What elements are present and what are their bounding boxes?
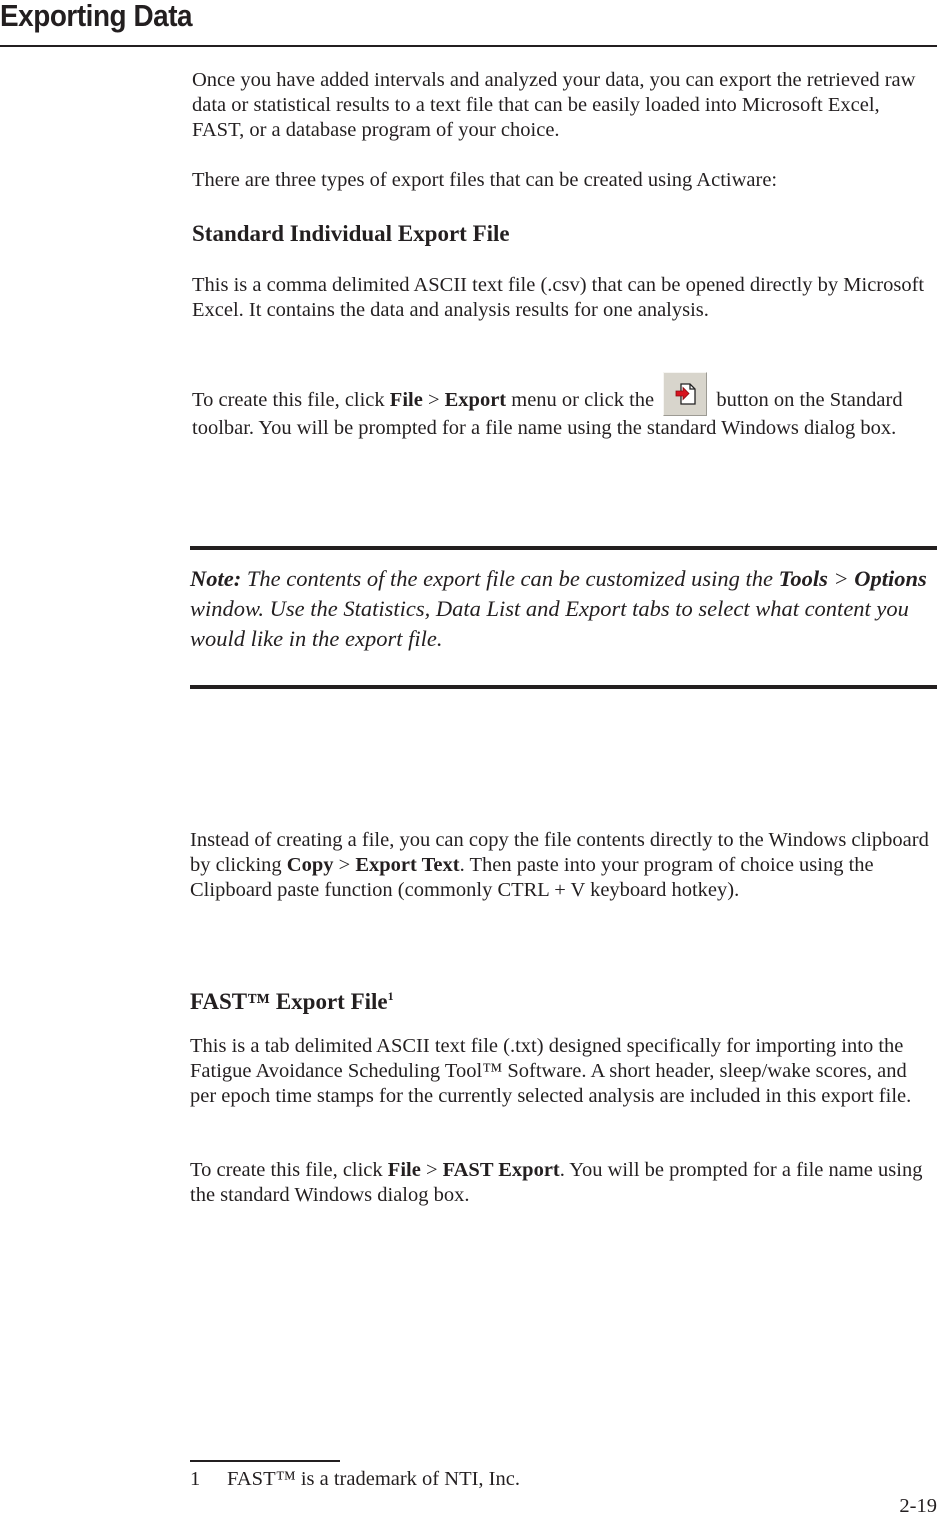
footnote-number: 1 [190, 1468, 201, 1490]
title-divider [0, 45, 937, 47]
export-toolbar-button[interactable] [663, 372, 707, 416]
fast-heading-text: FAST™ Export File [190, 989, 388, 1014]
note-text: The contents of the export file can be customized using the [241, 566, 779, 591]
page-title: Exporting Data [0, 0, 193, 33]
note-top-divider [190, 546, 937, 550]
footnote [190, 1467, 520, 1492]
note-menu-tools: Tools [778, 566, 828, 591]
fast-export-instructions [190, 1158, 930, 1208]
instruction-text: button on the Standard toolbar. You will be prompted for a file name using the standard Windows dialog box. [192, 389, 903, 439]
clipboard-paragraph [190, 828, 930, 903]
note-menu-options: Options [854, 566, 927, 591]
instruction-text: To create this file, click [190, 1159, 388, 1181]
menu-copy: Copy [286, 854, 334, 876]
menu-separator: > [420, 1159, 443, 1181]
standard-export-description: This is a comma delimited ASCII text file (.csv) that can be opened directly by Microsoft Excel. It contains the data and analysis results for one analysis. [192, 274, 925, 321]
menu-file: File [389, 389, 423, 411]
menu-export-text: Export Text [355, 854, 460, 876]
export-file-icon [674, 382, 698, 406]
standard-export-heading: Standard Individual Export File [192, 221, 510, 246]
clipboard-text: Instead of creating a file, you can copy the file contents directly to the Windows clipboard by clicking [190, 829, 929, 876]
menu-export: Export [444, 389, 507, 411]
instruction-text: menu or click the [506, 389, 660, 411]
intro-types-paragraph: There are three types of export files that can be created using Actiware: [192, 169, 778, 191]
note-label: Note: [190, 566, 242, 591]
page-number: 2-19 [899, 1495, 937, 1517]
footnote-divider [190, 1460, 340, 1462]
note-bottom-divider [190, 685, 937, 689]
instruction-text: . You will be prompted for a file name using the standard Windows dialog box. [190, 1159, 923, 1206]
menu-fast-export: FAST Export [442, 1159, 560, 1181]
footnote-reference: 1 [387, 989, 394, 1003]
instruction-text: To create this file, click [192, 389, 390, 411]
fast-export-heading [190, 982, 394, 1016]
clipboard-text: . Then paste into your program of choice using the Clipboard paste function (commonly CTRL + V keyboard hotkey). [190, 854, 874, 901]
menu-file: File [387, 1159, 421, 1181]
note-separator: > [827, 566, 855, 591]
standard-export-instructions [192, 372, 932, 441]
note-text: window. Use the Statistics, Data List and Export tabs to select what content you would like in the export file. [190, 596, 909, 651]
intro-paragraph: Once you have added intervals and analyzed your data, you can export the retrieved raw data or statistical results to a text file that can be easily loaded into Microsoft Excel, FAST, or a database program of your choice. [192, 69, 916, 141]
menu-separator: > [422, 389, 445, 411]
fast-export-description: This is a tab delimited ASCII text file (.txt) designed specifically for importing into the Fatigue Avoidance Scheduling Tool™ Software. A short header, sleep/wake scores, and per epoch time stamps for the currently selected analysis are included in this export file. [190, 1035, 912, 1107]
footnote-text: FAST™ is a trademark of NTI, Inc. [227, 1468, 520, 1490]
note-box [190, 564, 935, 654]
menu-separator: > [333, 854, 356, 876]
